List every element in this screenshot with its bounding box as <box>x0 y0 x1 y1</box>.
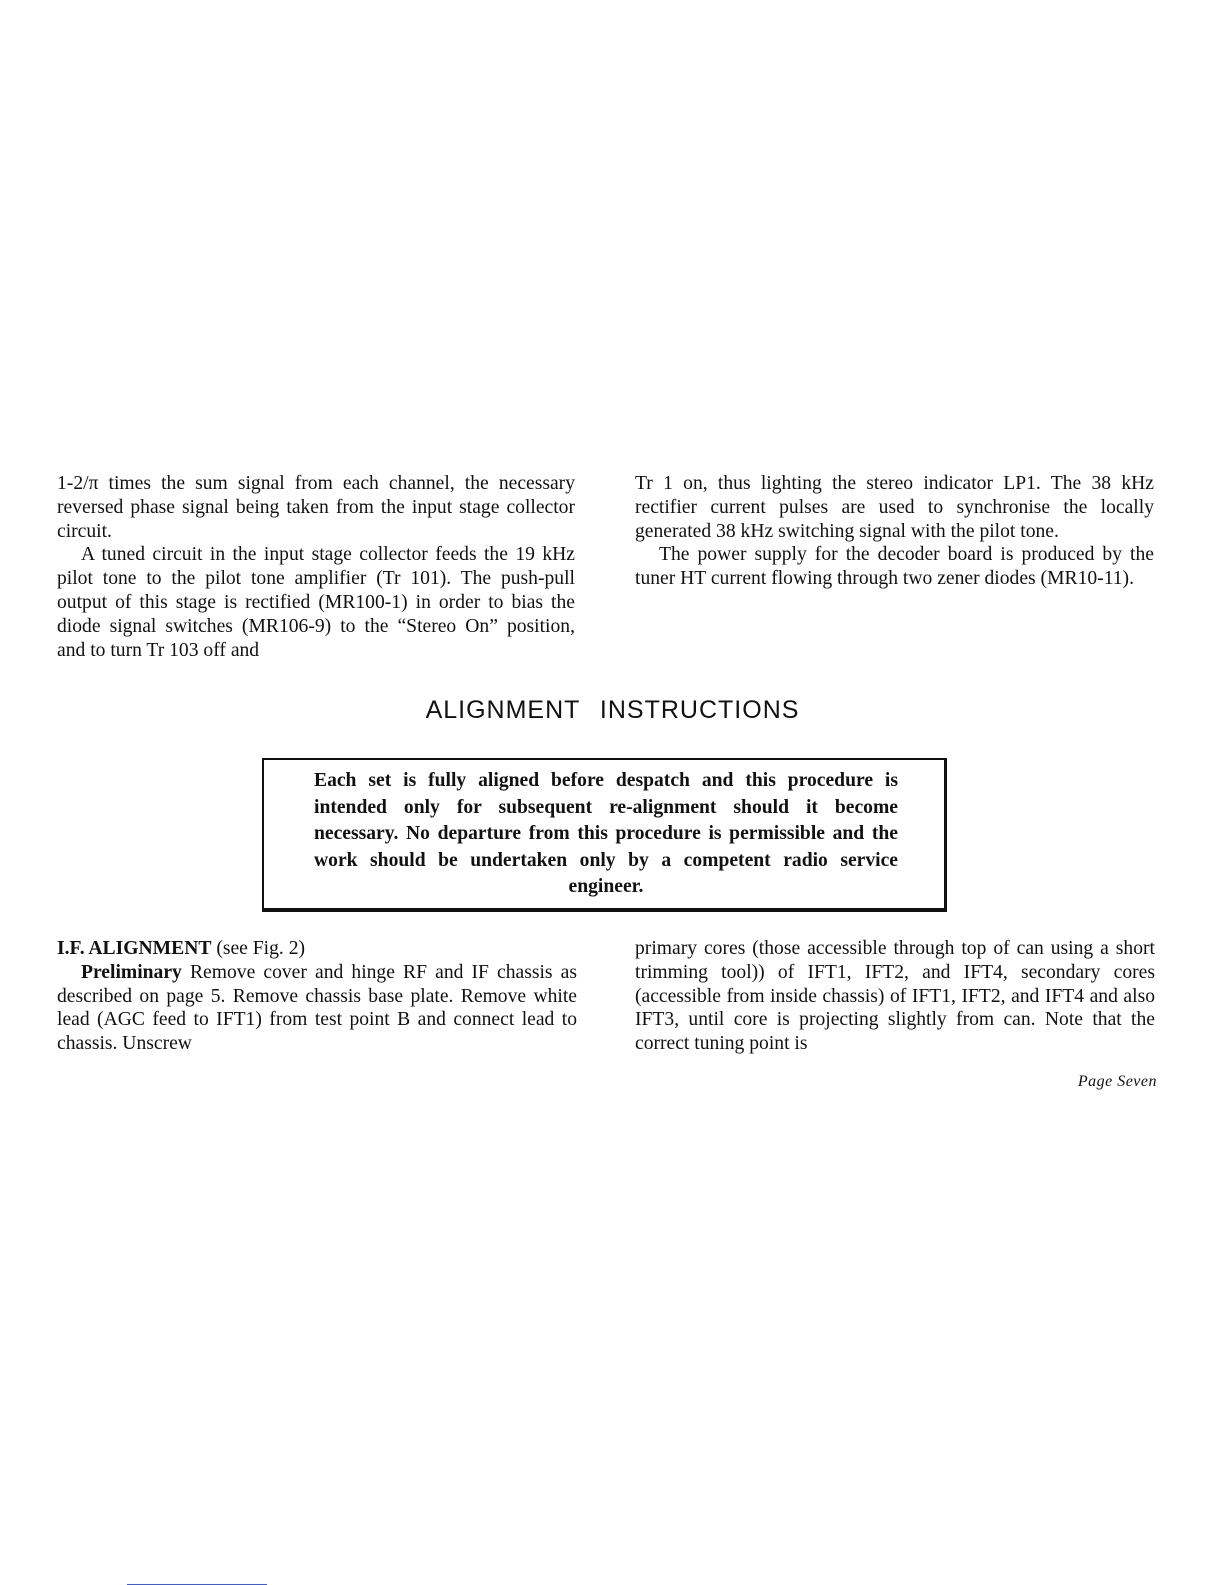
if-alignment-ref: (see Fig. 2) <box>211 938 306 959</box>
preliminary-lead: Preliminary <box>81 961 182 983</box>
page-number: Page Seven <box>1077 1073 1157 1090</box>
notice-box <box>262 758 947 912</box>
if-alignment-title-line <box>57 937 577 961</box>
preliminary-text: Remove cover and hinge RF and IF chassis as described on page 5. Remove chassis base plate. Remove white lead (AGC feed to IFT1) from test point B and connect lead to chassis. Unscrew <box>57 961 577 1055</box>
top-left-column <box>57 472 575 662</box>
if-alignment-title: I.F. ALIGNMENT <box>57 938 212 959</box>
top-right-paragraph-1: Tr 1 on, thus lighting the stereo indicator LP1. The 38 kHz rectifier current pulses are used to synchronise the locally generated 38 kHz switching signal with the pilot tone. <box>635 473 1154 542</box>
section-heading: ALIGNMENT INSTRUCTIONS <box>425 696 800 724</box>
notice-text: Each set is fully aligned before despatch and this procedure is intended only for subsequent re-alignment should it become necessary. No departure from this procedure is permissible and the work should be undertaken only by a competent radio service engineer. <box>314 770 898 897</box>
top-right-column <box>635 472 1154 591</box>
bottom-right-paragraph: primary cores (those accessible through top of can using a short trimming tool)) of IFT1, IFT2, and IFT4, secondary cores (accessible from inside chassis) of IFT1, IFT2, and IFT4 and also IFT3, until core is projecting slightly from can. Note that the correct tuning point is <box>635 938 1155 1055</box>
bottom-right-column <box>635 937 1155 1056</box>
top-left-paragraph-2: A tuned circuit in the input stage collector feeds the 19 kHz pilot tone to the pilot tone amplifier (Tr 101). The push-pull output of this stage is rectified (MR100-1) in order to bias the diode signal switches (MR106-9) to the “Stereo On” position, and to turn Tr 103 off and <box>57 544 575 661</box>
bottom-left-column <box>57 937 577 1056</box>
top-right-paragraph-2: The power supply for the decoder board is produced by the tuner HT current flowing through two zener diodes (MR10-11). <box>635 544 1154 590</box>
preliminary-paragraph <box>57 961 577 1056</box>
top-left-paragraph-1: 1-2/π times the sum signal from each channel, the necessary reversed phase signal being taken from the input stage collector circuit. <box>57 473 575 542</box>
